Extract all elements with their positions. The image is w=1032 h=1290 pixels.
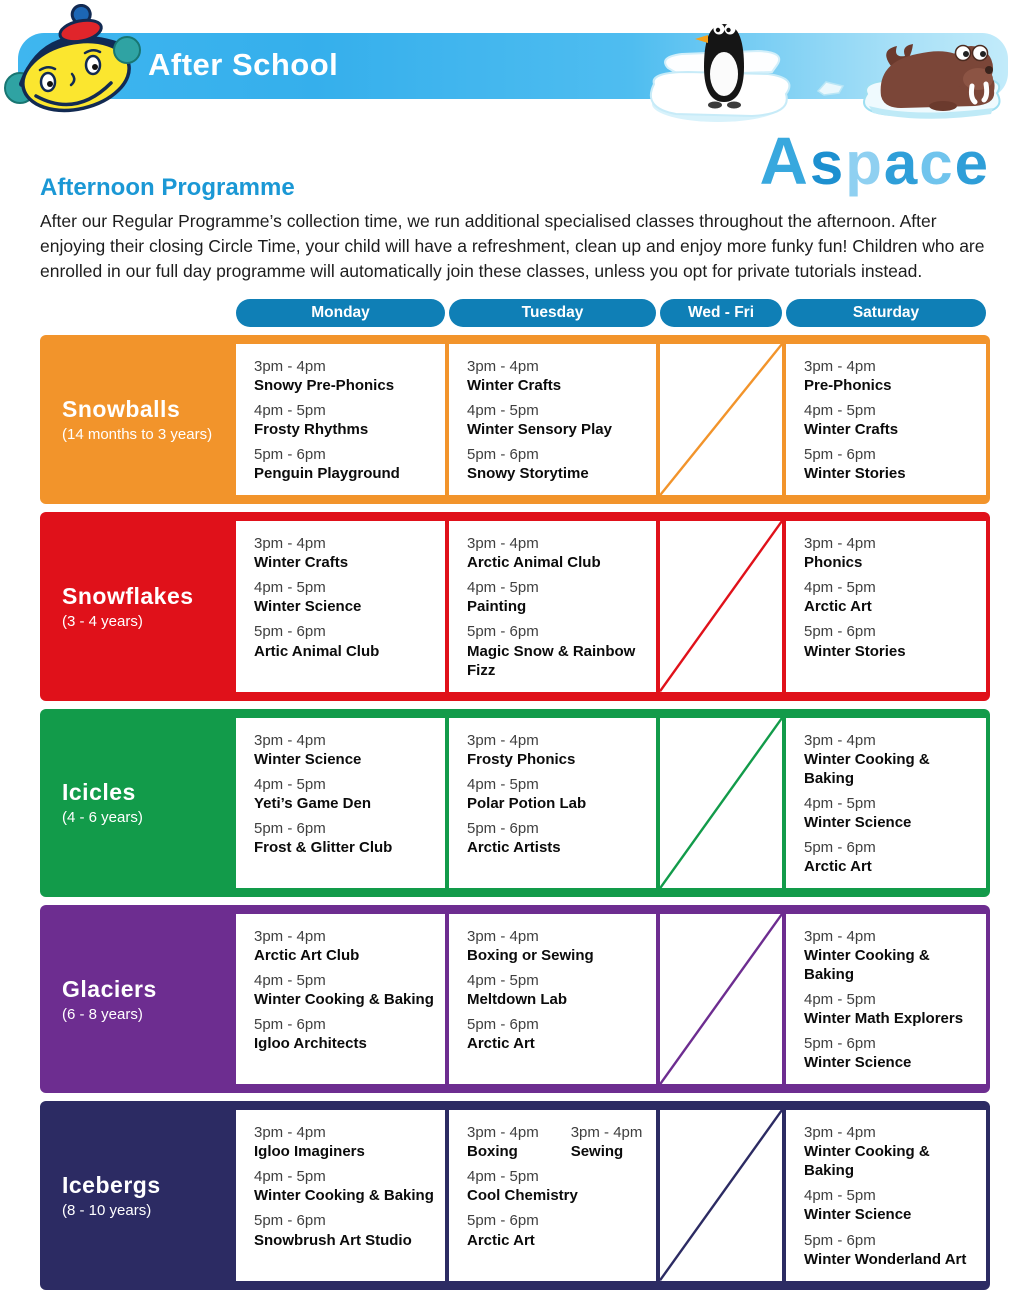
- snowflakes-saturday-cell: [786, 521, 986, 691]
- class-slot-entry: [254, 1211, 412, 1249]
- class-name: Igloo Imaginers: [254, 1143, 365, 1161]
- snowballs-wed-fri-cell: [660, 344, 782, 495]
- class-slot-entry: [467, 1167, 578, 1205]
- class-slot: [254, 622, 439, 660]
- class-time: 4pm - 5pm: [254, 775, 326, 793]
- class-name: Sewing: [570, 1143, 624, 1161]
- glaciers-monday-cell: [236, 914, 445, 1084]
- class-slot: [467, 578, 650, 616]
- group-label: [40, 344, 232, 495]
- class-slot-entry: [804, 357, 892, 395]
- class-slot: [254, 775, 439, 813]
- day-header-tuesday: Tuesday: [449, 299, 656, 327]
- class-time: 4pm - 5pm: [467, 579, 539, 597]
- class-name: Snowbrush Art Studio: [254, 1231, 412, 1249]
- penguin-icon: [638, 12, 810, 128]
- class-slot-entry: [467, 1211, 539, 1249]
- class-name: Winter Science: [804, 1206, 912, 1224]
- class-slot-entry: [804, 401, 898, 439]
- group-name: Glaciers: [62, 975, 157, 1002]
- class-time: 4pm - 5pm: [254, 972, 326, 990]
- class-name: Arctic Art: [804, 857, 872, 875]
- class-slot-entry: [804, 1123, 980, 1180]
- class-slot-entry: [804, 990, 963, 1028]
- no-class-diagonal-icon: [660, 718, 782, 888]
- class-name: Cool Chemistry: [467, 1187, 578, 1205]
- class-slot: [804, 990, 980, 1028]
- class-slot: [467, 819, 650, 857]
- class-time: 4pm - 5pm: [467, 1168, 539, 1186]
- class-name: Boxing: [467, 1143, 518, 1161]
- class-slot: [254, 927, 439, 965]
- no-class-diagonal-icon: [660, 344, 782, 495]
- class-slot: [804, 622, 980, 660]
- class-name: Winter Crafts: [254, 554, 349, 572]
- class-slot: [467, 357, 650, 395]
- walrus-icon: [845, 16, 1013, 126]
- snowballs-tuesday-cell: [449, 344, 656, 495]
- icicles-saturday-cell: [786, 718, 986, 888]
- class-slot: [804, 1034, 980, 1072]
- class-time: 3pm - 4pm: [254, 731, 326, 749]
- no-class-diagonal-icon: [660, 914, 782, 1084]
- class-slot: [804, 794, 980, 832]
- class-slot: [254, 731, 439, 769]
- class-slot: [804, 401, 980, 439]
- class-time: 5pm - 6pm: [804, 838, 876, 856]
- group-row-glaciers: [40, 905, 990, 1093]
- class-slot-entry: [804, 534, 876, 572]
- class-slot: [804, 534, 980, 572]
- class-name: Winter Cooking & Baking: [804, 750, 930, 787]
- class-time: 5pm - 6pm: [467, 623, 539, 641]
- class-time: 3pm - 4pm: [467, 535, 539, 553]
- class-time: 3pm - 4pm: [467, 1124, 539, 1142]
- class-slot-entry: [467, 357, 561, 395]
- logo-letter: e: [954, 130, 990, 197]
- class-slot-entry: [804, 445, 906, 483]
- group-row-icebergs: [40, 1101, 990, 1289]
- class-name: Meltdown Lab: [467, 991, 567, 1009]
- class-slot: [467, 1211, 650, 1249]
- class-name: Painting: [467, 598, 527, 616]
- class-slot-entry: [254, 731, 361, 769]
- class-time: 3pm - 4pm: [804, 927, 876, 945]
- day-header-saturday: Saturday: [786, 299, 986, 327]
- class-slot-entry: [254, 1123, 365, 1161]
- class-time: 5pm - 6pm: [254, 446, 326, 464]
- class-time: 3pm - 4pm: [254, 535, 326, 553]
- group-row-snowballs: [40, 335, 990, 504]
- group-age-range: (3 - 4 years): [62, 612, 143, 630]
- group-label: [40, 718, 232, 888]
- intro-paragraph: After our Regular Programme’s collection time, we run additional specialised classes throughout the afternoon. After enjoying their closing Circle Time, your child will have a refreshment, clean up and enjoy more funky fun! Children who are enrolled in our full day programme will automatically join these classes, unless you opt for private tutorials instead.: [40, 211, 985, 281]
- class-time: 5pm - 6pm: [804, 446, 876, 464]
- aspace-logo: [759, 124, 990, 204]
- class-time: 3pm - 4pm: [804, 731, 876, 749]
- class-slot-entry: [467, 731, 575, 769]
- class-name: Winter Science: [254, 750, 362, 768]
- class-time: 4pm - 5pm: [467, 775, 539, 793]
- class-slot-entry: [467, 927, 594, 965]
- banner-title: After School: [148, 47, 339, 82]
- icebergs-monday-cell: [236, 1110, 445, 1280]
- class-time: 4pm - 5pm: [804, 991, 876, 1009]
- class-slot-entry: [467, 1123, 539, 1161]
- class-name: Winter Crafts: [467, 377, 562, 395]
- class-name: Pre-Phonics: [804, 377, 892, 395]
- class-time: 3pm - 4pm: [570, 1124, 643, 1142]
- class-slot: [467, 1123, 650, 1161]
- class-slot: [804, 445, 980, 483]
- snowflakes-tuesday-cell: [449, 521, 656, 691]
- class-slot-entry: [254, 819, 392, 857]
- snowballs-saturday-cell: [786, 344, 986, 495]
- class-slot-entry: [804, 578, 876, 616]
- class-slot-entry: [254, 357, 394, 395]
- class-slot-entry: [804, 1186, 911, 1224]
- class-slot: [254, 445, 439, 483]
- class-name: Frost & Glitter Club: [254, 838, 393, 856]
- class-slot-entry: [467, 819, 561, 857]
- group-label: [40, 914, 232, 1084]
- class-slot: [804, 1123, 980, 1180]
- group-age-range: (6 - 8 years): [62, 1005, 143, 1023]
- class-name: Winter Cooking & Baking: [804, 1143, 930, 1180]
- class-slot-entry: [254, 927, 359, 965]
- class-slot: [804, 1231, 980, 1269]
- class-name: Arctic Artists: [467, 838, 561, 856]
- no-class-diagonal-icon: [660, 521, 782, 691]
- class-slot: [467, 775, 650, 813]
- class-name: Arctic Art: [804, 598, 872, 616]
- class-slot-entry: [254, 445, 400, 483]
- no-class-diagonal-icon: [660, 1110, 782, 1280]
- class-name: Arctic Animal Club: [467, 554, 601, 572]
- class-time: 4pm - 5pm: [467, 402, 539, 420]
- class-slot: [254, 1123, 439, 1161]
- class-slot: [467, 1015, 650, 1053]
- icebergs-tuesday-cell: [449, 1110, 656, 1280]
- class-time: 5pm - 6pm: [804, 1035, 876, 1053]
- class-slot-entry: [254, 1015, 367, 1053]
- class-slot-entry: [467, 401, 612, 439]
- class-name: Yeti’s Game Den: [254, 794, 371, 812]
- class-slot-entry: [804, 927, 980, 984]
- class-time: 4pm - 5pm: [804, 402, 876, 420]
- class-time: 5pm - 6pm: [254, 1016, 326, 1034]
- logo-letter: a: [883, 130, 920, 197]
- snowballs-monday-cell: [236, 344, 445, 495]
- class-name: Boxing or Sewing: [467, 946, 594, 964]
- class-time: 4pm - 5pm: [467, 972, 539, 990]
- icicles-wed-fri-cell: [660, 718, 782, 888]
- class-slot-entry: [571, 1123, 643, 1161]
- class-time: 4pm - 5pm: [254, 1168, 326, 1186]
- class-slot: [467, 622, 650, 679]
- class-slot-entry: [467, 775, 586, 813]
- group-age-range: (8 - 10 years): [62, 1201, 152, 1219]
- class-time: 5pm - 6pm: [467, 446, 539, 464]
- group-name: Icebergs: [62, 1171, 161, 1198]
- class-time: 5pm - 6pm: [254, 1212, 326, 1230]
- class-time: 5pm - 6pm: [467, 819, 539, 837]
- class-slot: [467, 1167, 650, 1205]
- class-slot-entry: [804, 731, 980, 788]
- class-name: Frosty Rhythms: [254, 421, 369, 439]
- class-name: Phonics: [804, 554, 863, 572]
- class-time: 5pm - 6pm: [804, 1231, 876, 1249]
- class-name: Penguin Playground: [254, 465, 400, 483]
- glaciers-wed-fri-cell: [660, 914, 782, 1084]
- class-slot: [804, 731, 980, 788]
- class-slot: [254, 819, 439, 857]
- class-time: 4pm - 5pm: [804, 794, 876, 812]
- class-time: 4pm - 5pm: [804, 579, 876, 597]
- class-slot: [804, 838, 980, 876]
- mascot-face-icon: [0, 4, 152, 116]
- class-slot-entry: [254, 578, 361, 616]
- class-slot-entry: [254, 775, 371, 813]
- group-name: Snowballs: [62, 396, 181, 423]
- class-slot-entry: [467, 971, 567, 1009]
- class-time: 5pm - 6pm: [467, 1016, 539, 1034]
- class-time: 5pm - 6pm: [254, 623, 326, 641]
- class-time: 3pm - 4pm: [804, 358, 876, 375]
- snowflakes-monday-cell: [236, 521, 445, 691]
- day-header-monday: Monday: [236, 299, 445, 327]
- class-slot-entry: [804, 1231, 966, 1269]
- class-name: Winter Cooking & Baking: [254, 1187, 434, 1205]
- page-title: Afternoon Programme: [40, 174, 295, 201]
- class-time: 3pm - 4pm: [467, 927, 539, 945]
- class-name: Winter Wonderland Art: [804, 1250, 967, 1268]
- icicles-monday-cell: [236, 718, 445, 888]
- class-name: Winter Cooking & Baking: [254, 991, 434, 1009]
- class-time: 3pm - 4pm: [804, 535, 876, 553]
- class-name: Arctic Art Club: [254, 946, 360, 964]
- class-slot: [804, 1186, 980, 1224]
- class-time: 4pm - 5pm: [254, 402, 326, 420]
- day-header-row: [40, 299, 990, 327]
- class-name: Winter Crafts: [804, 421, 899, 439]
- group-age-range: (14 months to 3 years): [62, 426, 213, 444]
- class-name: Snowy Pre-Phonics: [254, 377, 395, 395]
- class-time: 3pm - 4pm: [467, 358, 539, 375]
- class-slot: [254, 1015, 439, 1053]
- class-slot: [254, 1211, 439, 1249]
- class-name: Polar Potion Lab: [467, 794, 587, 812]
- class-slot-entry: [467, 578, 539, 616]
- class-slot: [254, 578, 439, 616]
- class-time: 5pm - 6pm: [254, 819, 326, 837]
- class-slot-entry: [467, 1015, 539, 1053]
- class-slot: [467, 927, 650, 965]
- group-label: [40, 1110, 232, 1280]
- icebergs-saturday-cell: [786, 1110, 986, 1280]
- class-time: 3pm - 4pm: [254, 927, 326, 945]
- class-slot-entry: [254, 534, 348, 572]
- afternoon-schedule-table: [40, 299, 990, 1290]
- group-row-snowflakes: [40, 512, 990, 700]
- class-slot-entry: [804, 794, 911, 832]
- class-time: 3pm - 4pm: [254, 1124, 326, 1142]
- class-time: 5pm - 6pm: [804, 623, 876, 641]
- class-time: 4pm - 5pm: [254, 579, 326, 597]
- class-time: 5pm - 6pm: [467, 1212, 539, 1230]
- class-slot-entry: [254, 971, 434, 1009]
- glaciers-tuesday-cell: [449, 914, 656, 1084]
- group-name: Icicles: [62, 779, 136, 806]
- class-slot-entry: [804, 1034, 911, 1072]
- class-time: 3pm - 4pm: [467, 731, 539, 749]
- class-name: Arctic Art: [467, 1231, 535, 1249]
- class-time: 3pm - 4pm: [804, 1124, 876, 1142]
- group-label: [40, 521, 232, 691]
- class-name: Magic Snow & Rainbow Fizz: [467, 642, 636, 679]
- class-time: 4pm - 5pm: [804, 1187, 876, 1205]
- group-name: Snowflakes: [62, 582, 194, 609]
- class-name: Winter Sensory Play: [467, 421, 612, 439]
- group-age-range: (4 - 6 years): [62, 809, 143, 827]
- class-name: Winter Stories: [804, 642, 906, 660]
- class-slot: [467, 445, 650, 483]
- class-slot-entry: [804, 622, 906, 660]
- class-name: Artic Animal Club: [254, 642, 380, 660]
- class-name: Winter Math Explorers: [804, 1010, 964, 1028]
- group-row-icicles: [40, 709, 990, 897]
- ice-chunk-icon: [816, 78, 848, 98]
- glaciers-saturday-cell: [786, 914, 986, 1084]
- class-name: Frosty Phonics: [467, 750, 576, 768]
- icebergs-wed-fri-cell: [660, 1110, 782, 1280]
- class-name: Winter Cooking & Baking: [804, 946, 930, 984]
- class-slot: [467, 401, 650, 439]
- class-slot-entry: [254, 401, 368, 439]
- class-name: Winter Science: [254, 598, 362, 616]
- class-slot: [804, 927, 980, 984]
- class-slot: [467, 534, 650, 572]
- day-header-wed-fri: Wed - Fri: [660, 299, 782, 327]
- class-name: Winter Stories: [804, 465, 906, 483]
- class-name: Winter Science: [804, 1054, 912, 1072]
- class-name: Winter Science: [804, 813, 912, 831]
- class-slot-entry: [254, 622, 379, 660]
- class-name: Arctic Art: [467, 1035, 535, 1053]
- class-slot: [804, 357, 980, 395]
- logo-letter: c: [919, 130, 955, 197]
- class-slot-entry: [804, 838, 876, 876]
- class-slot: [254, 1167, 439, 1205]
- class-time: 3pm - 4pm: [254, 358, 326, 375]
- class-slot: [467, 731, 650, 769]
- class-slot-entry: [467, 534, 601, 572]
- class-slot: [254, 971, 439, 1009]
- class-slot: [254, 401, 439, 439]
- logo-letter: A: [759, 124, 810, 199]
- class-slot: [254, 357, 439, 395]
- logo-letter: p: [845, 130, 884, 197]
- class-slot: [254, 534, 439, 572]
- logo-letter: s: [809, 130, 846, 197]
- snowflakes-wed-fri-cell: [660, 521, 782, 691]
- class-slot-entry: [467, 622, 650, 679]
- icicles-tuesday-cell: [449, 718, 656, 888]
- class-slot-entry: [254, 1167, 434, 1205]
- class-slot-entry: [467, 445, 589, 483]
- class-name: Igloo Architects: [254, 1035, 367, 1053]
- class-name: Snowy Storytime: [467, 465, 589, 483]
- class-slot: [804, 578, 980, 616]
- class-slot: [467, 971, 650, 1009]
